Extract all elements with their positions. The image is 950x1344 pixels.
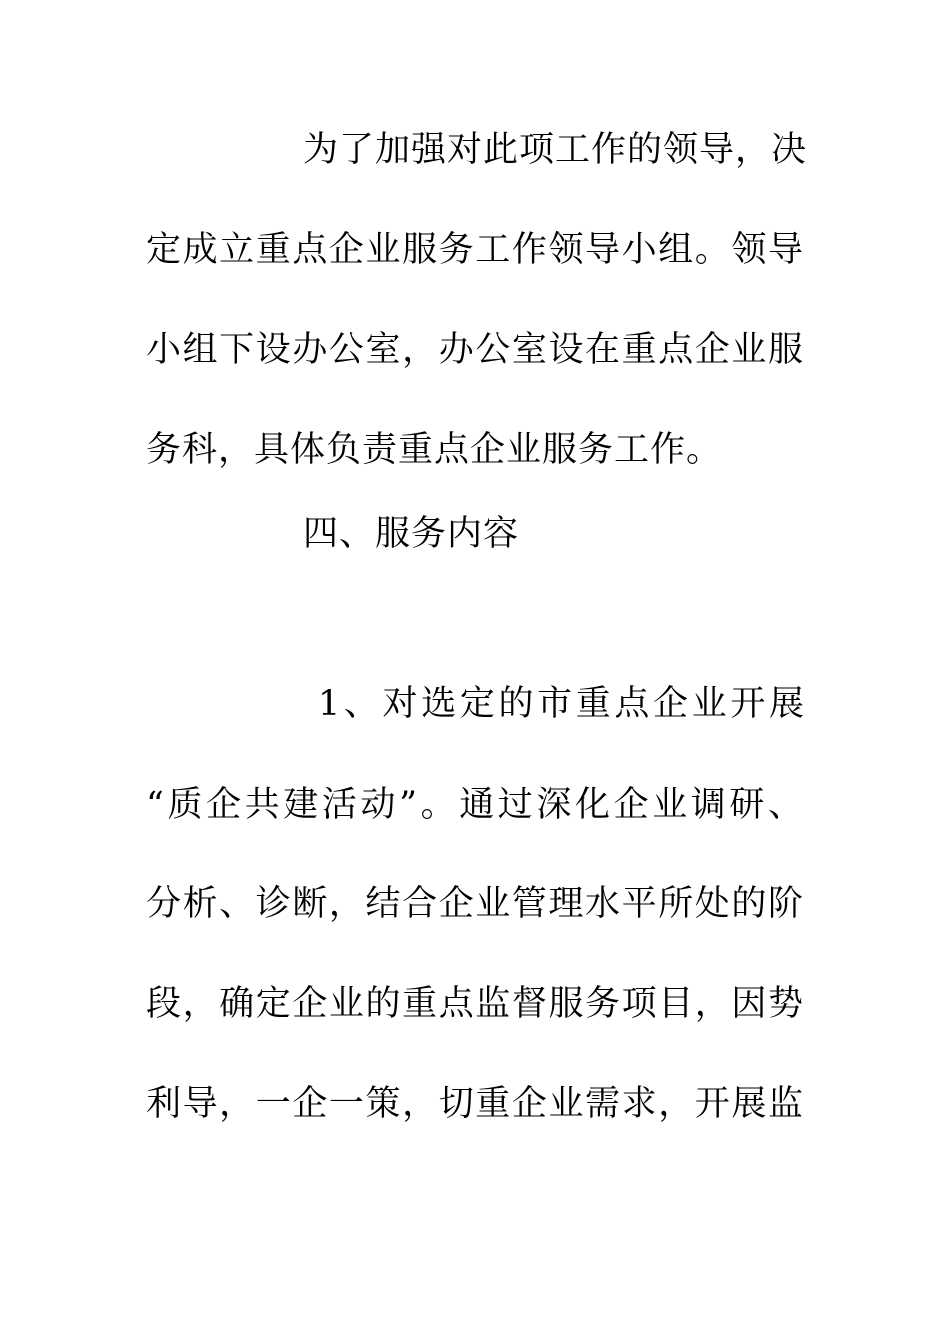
paragraph-line: “质企共建活动”。通过深化企业调研、	[146, 785, 804, 825]
paragraph-line: 1、对选定的市重点企业开展	[318, 684, 805, 724]
paragraph-line: 段，确定企业的重点监督服务项目，因势	[146, 984, 804, 1024]
paragraph-line: 分析、诊断，结合企业管理水平所处的阶	[146, 884, 804, 924]
paragraph-line: 定成立重点企业服务工作领导小组。领导	[146, 230, 804, 270]
paragraph-line: 务科，具体负责重点企业服务工作。	[146, 430, 723, 470]
paragraph-line: 利导，一企一策，切重企业需求，开展监	[146, 1084, 804, 1124]
paragraph-line: 小组下设办公室，办公室设在重点企业服	[146, 330, 804, 370]
paragraph-line: 为了加强对此项工作的领导，决	[303, 130, 808, 170]
section-heading: 四、服务内容	[303, 514, 520, 554]
